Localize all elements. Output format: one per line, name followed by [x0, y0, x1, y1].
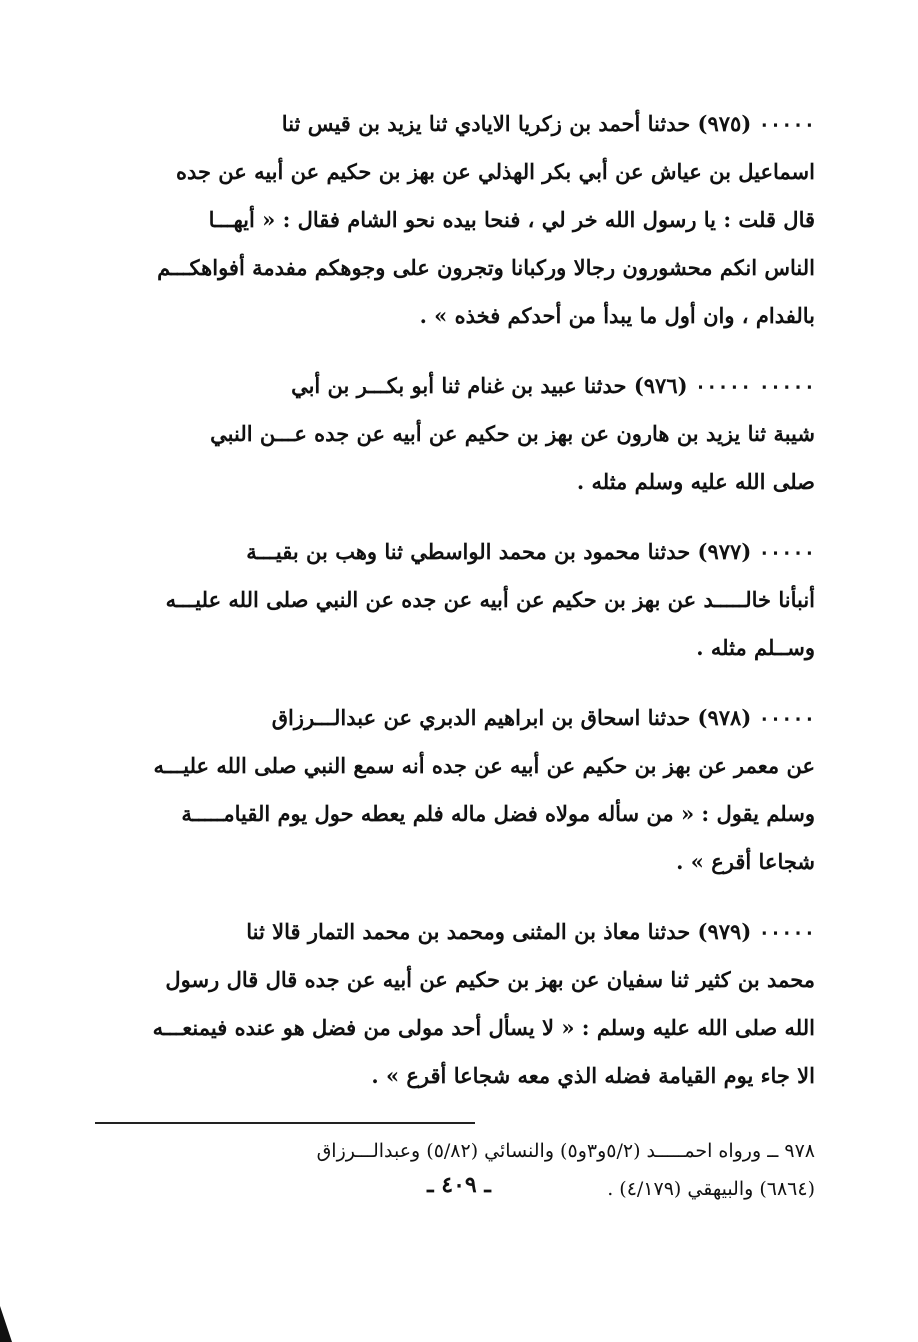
text-line: صلى الله عليه وسلم مثله .: [576, 469, 815, 494]
text-line: بالفدام ، وان أول ما يبدأ من أحدكم فخذه » .: [419, 303, 815, 328]
text-line: عن معمر عن بهز بن حكيم عن أبيه عن جده أنه سمع النبي صلى الله عليـــه: [153, 753, 815, 778]
hadith-977: [95, 528, 815, 672]
page-body: [95, 100, 815, 1208]
text-line: شيبة ثنا يزيد بن هارون عن بهز بن حكيم عن أبيه عن جده عـــن النبي: [210, 421, 815, 446]
text-line: الناس انكم محشورون رجالا وركبانا وتجرون على وجوهكم مفدمة أفواهكـــم: [157, 255, 815, 280]
text-line: محمد بن كثير ثنا سفيان عن بهز بن حكيم عن أبيه عن جده قال قال رسول: [165, 967, 815, 992]
text-line: ٠٠٠٠٠ ٠٠٠٠٠ (٩٧٦) حدثنا عبيد بن غنام ثنا أبو بكـــر بن أبي: [291, 373, 815, 398]
page-number: ـ ٤٠٩ ـ: [427, 1172, 491, 1198]
text-line: وســلم مثله .: [696, 635, 815, 660]
text-line: ٠٠٠٠٠ (٩٧٧) حدثنا محمود بن محمد الواسطي ثنا وهب بن بقيـــة: [246, 539, 815, 564]
footnote-divider: [95, 1122, 475, 1124]
text-line: ٠٠٠٠٠ (٩٧٨) حدثنا اسحاق بن ابراهيم الدبري عن عبدالـــرزاق: [271, 705, 815, 730]
hadith-979: [95, 908, 815, 1100]
text-line: أنبأنا خالـــــد عن بهز بن حكيم عن أبيه عن جده عن النبي صلى الله عليـــه: [165, 587, 815, 612]
text-line: ٠٠٠٠٠ (٩٧٩) حدثنا معاذ بن المثنى ومحمد بن محمد التمار قالا ثنا: [246, 919, 815, 944]
text-line: ٠٠٠٠٠ (٩٧٥) حدثنا أحمد بن زكريا الايادي ثنا يزيد بن قيس ثنا: [281, 111, 815, 136]
text-line: الا جاء يوم القيامة فضله الذي معه شجاعا أقرع » .: [371, 1063, 815, 1088]
footnote-line: (٦٨٦٤) والبيهقي (٤/١٧٩) .: [607, 1178, 815, 1200]
hadith-975: [95, 100, 815, 340]
text-line: قال قلت : يا رسول الله خر لي ، فنحا بيده نحو الشام فقال : « أيهـــا: [208, 207, 815, 232]
text-line: شجاعا أقرع » .: [676, 849, 815, 874]
footnote-line: ٩٧٨ ــ ورواه احمـــــد (٥/٢و٣و٥) والنسائي (٥/٨٢) وعبدالـــرزاق: [316, 1140, 815, 1162]
text-line: اسماعيل بن عياش عن أبي بكر الهذلي عن بهز بن حكيم عن أبيه عن جده: [175, 159, 815, 184]
text-line: وسلم يقول : « من سأله مولاه فضل ماله فلم يعطه حول يوم القيامـــــة: [181, 801, 815, 826]
hadith-978: [95, 694, 815, 886]
margin-mark: [0, 1306, 12, 1342]
text-line: الله صلى الله عليه وسلم : « لا يسأل أحد مولى من فضل هو عنده فيمنعـــه: [152, 1015, 815, 1040]
hadith-976: [95, 362, 815, 506]
